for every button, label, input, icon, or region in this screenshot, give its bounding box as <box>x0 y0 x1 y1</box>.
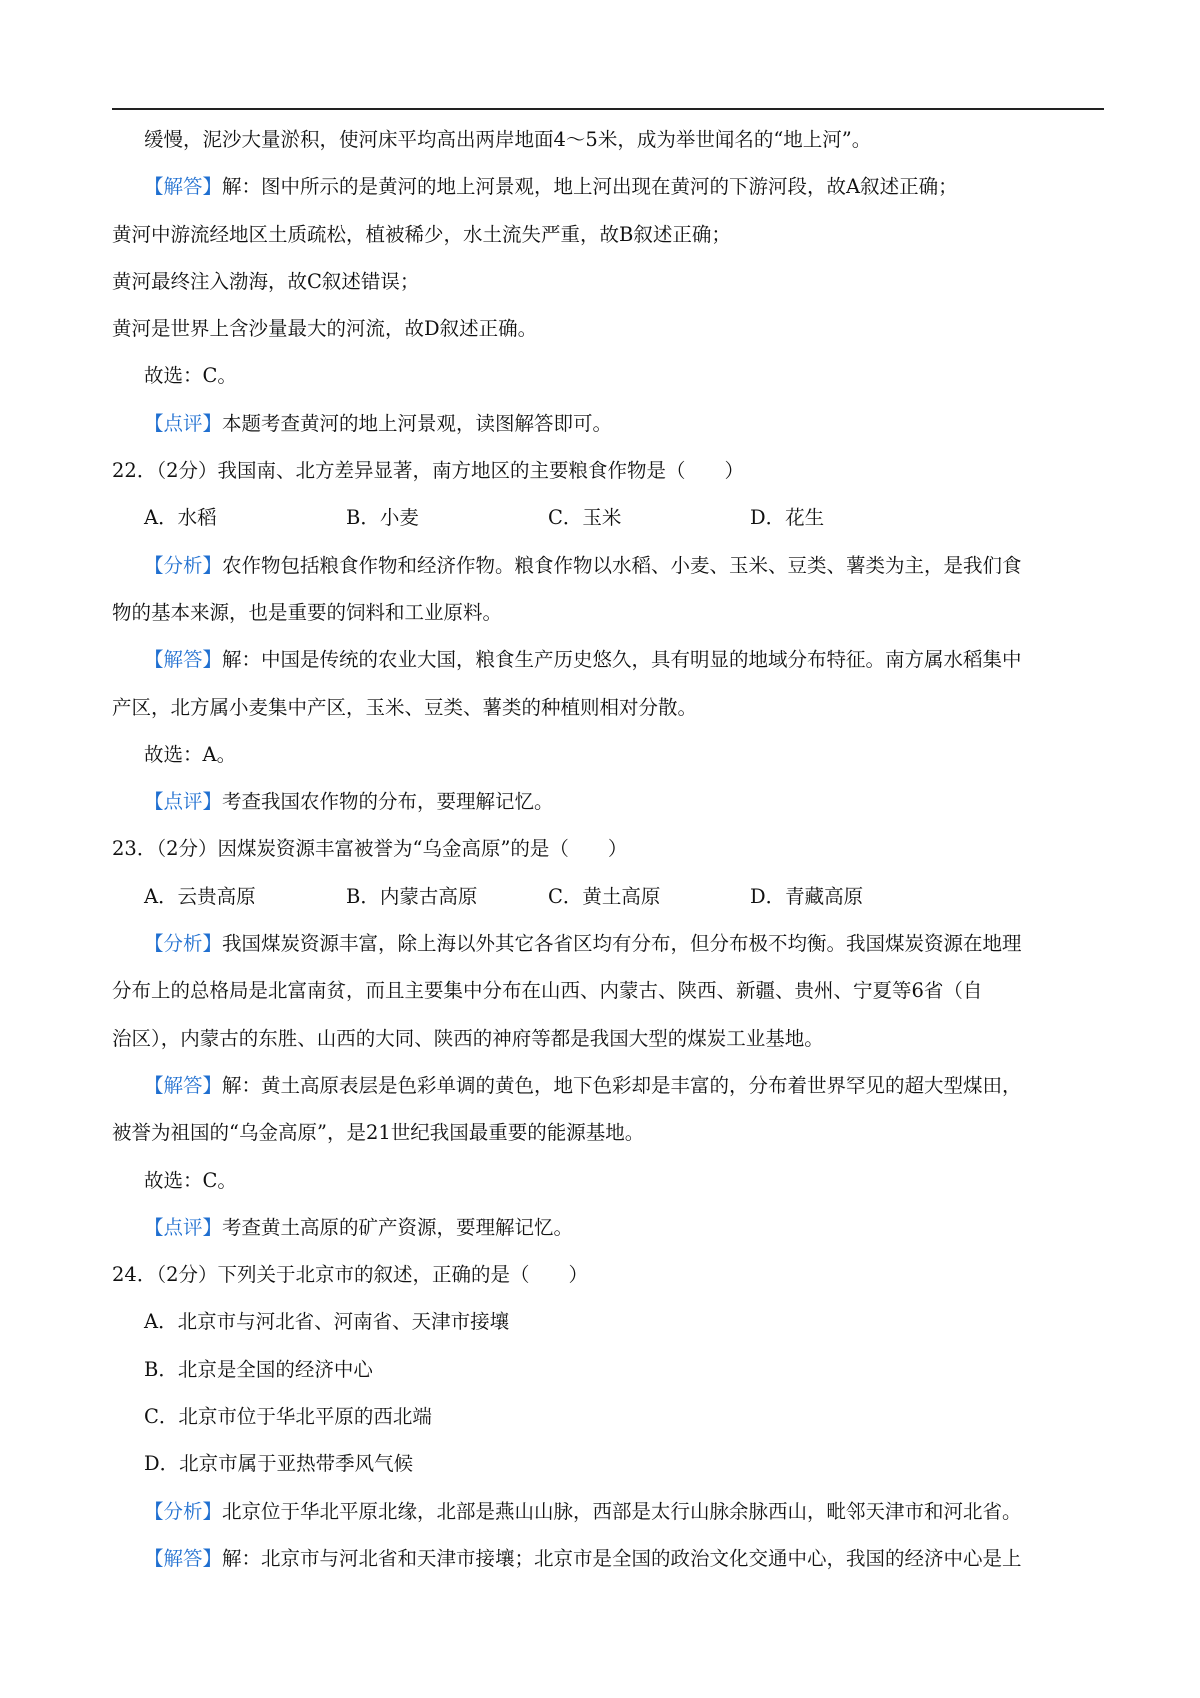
answer-tag: 【解答】 <box>144 648 223 672</box>
q21-choice: 故选：C。 <box>144 364 237 388</box>
q22-answer-line: 产区，北方属小麦集中产区，玉米、豆类、薯类的种植则相对分散。 <box>112 695 698 719</box>
q23-review: 【点评】考查黄土高原的矿产资源，要理解记忆。 <box>144 1215 574 1239</box>
q22-answer-line: 【解答】解：中国是传统的农业大国，粮食生产历史悠久，具有明显的地域分布特征。南方属水稻集中 <box>144 648 1022 672</box>
q23-option-d: D．青藏高原 <box>750 884 864 908</box>
analysis-tag: 【分析】 <box>144 553 223 577</box>
q21-analysis-tail: 缓慢，泥沙大量淤积，使河床平均高出两岸地面4～5米，成为举世闻名的“地上河”。 <box>144 128 872 151</box>
q23-choice: 故选：C。 <box>144 1168 237 1192</box>
q24-option-c: C．北京市位于华北平原的西北端 <box>144 1405 432 1429</box>
review-tag: 【点评】 <box>144 411 223 435</box>
q24-stem: 24．（2分）下列关于北京市的叙述，正确的是（ ） <box>112 1263 588 1287</box>
q21-review: 【点评】本题考查黄河的地上河景观，读图解答即可。 <box>144 411 613 435</box>
q23-answer-line: 被誉为祖国的“乌金高原”，是21世纪我国最重要的能源基地。 <box>112 1121 645 1145</box>
answer-tag: 【解答】 <box>144 1546 223 1570</box>
q22-option-d: D．花生 <box>750 506 825 530</box>
q24-option-b: B．北京是全国的经济中心 <box>144 1357 373 1381</box>
q22-analysis-line: 物的基本来源，也是重要的饲料和工业原料。 <box>112 600 503 624</box>
analysis-tag: 【分析】 <box>144 1499 223 1523</box>
q21-answer-line: 【解答】解：图中所示的是黄河的地上河景观，地上河出现在黄河的下游河段，故A叙述正确； <box>144 175 958 199</box>
q23-option-a: A．云贵高原 <box>144 884 256 908</box>
analysis-tag: 【分析】 <box>144 932 223 956</box>
q24-analysis: 【分析】北京位于华北平原北缘，北部是燕山山脉，西部是太行山脉余脉西山，毗邻天津市和河北省。 <box>144 1499 1022 1523</box>
q22-review: 【点评】考查我国农作物的分布，要理解记忆。 <box>144 790 554 814</box>
q23-option-b: B．内蒙古高原 <box>346 884 478 908</box>
q23-analysis-line: 治区），内蒙古的东胜、山西的大同、陕西的神府等都是我国大型的煤炭工业基地。 <box>112 1026 824 1050</box>
q21-answer-line: 黄河最终注入渤海，故C叙述错误； <box>112 269 420 293</box>
q23-analysis-line: 分布上的总格局是北富南贫，而且主要集中分布在山西、内蒙古、陕西、新疆、贵州、宁夏等6省（自 <box>112 979 983 1003</box>
q22-option-c: C．玉米 <box>548 506 622 530</box>
answer-tag: 【解答】 <box>144 175 223 199</box>
q23-option-c: C．黄土高原 <box>548 884 661 908</box>
q21-answer-line: 黄河中游流经地区土质疏松，植被稀少，水土流失严重，故B叙述正确； <box>112 222 731 246</box>
review-tag: 【点评】 <box>144 790 223 814</box>
q22-option-b: B．小麦 <box>346 506 419 530</box>
q23-options <box>112 873 1104 920</box>
q23-stem: 23．（2分）因煤炭资源丰富被誉为“乌金高原”的是（ ） <box>112 837 628 861</box>
q22-analysis-line: 【分析】农作物包括粮食作物和经济作物。粮食作物以水稻、小麦、玉米、豆类、薯类为主，是我们食 <box>144 553 1022 577</box>
q23-analysis-line: 【分析】我国煤炭资源丰富，除上海以外其它各省区均有分布，但分布极不均衡。我国煤炭资源在地理 <box>144 932 1022 956</box>
q22-stem: 22．（2分）我国南、北方差异显著，南方地区的主要粮食作物是（ ） <box>112 459 744 483</box>
q22-choice: 故选：A。 <box>144 742 237 766</box>
q24-option-d: D．北京市属于亚热带季风气候 <box>144 1452 414 1476</box>
q23-answer-line: 【解答】解：黄土高原表层是色彩单调的黄色，地下色彩却是丰富的，分布着世界罕见的超大型煤田， <box>144 1073 1022 1097</box>
header-rule <box>112 108 1104 110</box>
q24-answer: 【解答】解：北京市与河北省和天津市接壤；北京市是全国的政治文化交通中心，我国的经济中心是上 <box>144 1546 1022 1570</box>
review-tag: 【点评】 <box>144 1215 223 1239</box>
q21-answer-line: 黄河是世界上含沙量最大的河流，故D叙述正确。 <box>112 317 538 341</box>
q22-option-a: A．水稻 <box>144 506 217 530</box>
q24-option-a: A．北京市与河北省、河南省、天津市接壤 <box>144 1310 510 1334</box>
answer-tag: 【解答】 <box>144 1073 223 1097</box>
page-content <box>112 116 1104 1582</box>
q22-options <box>112 494 1104 541</box>
